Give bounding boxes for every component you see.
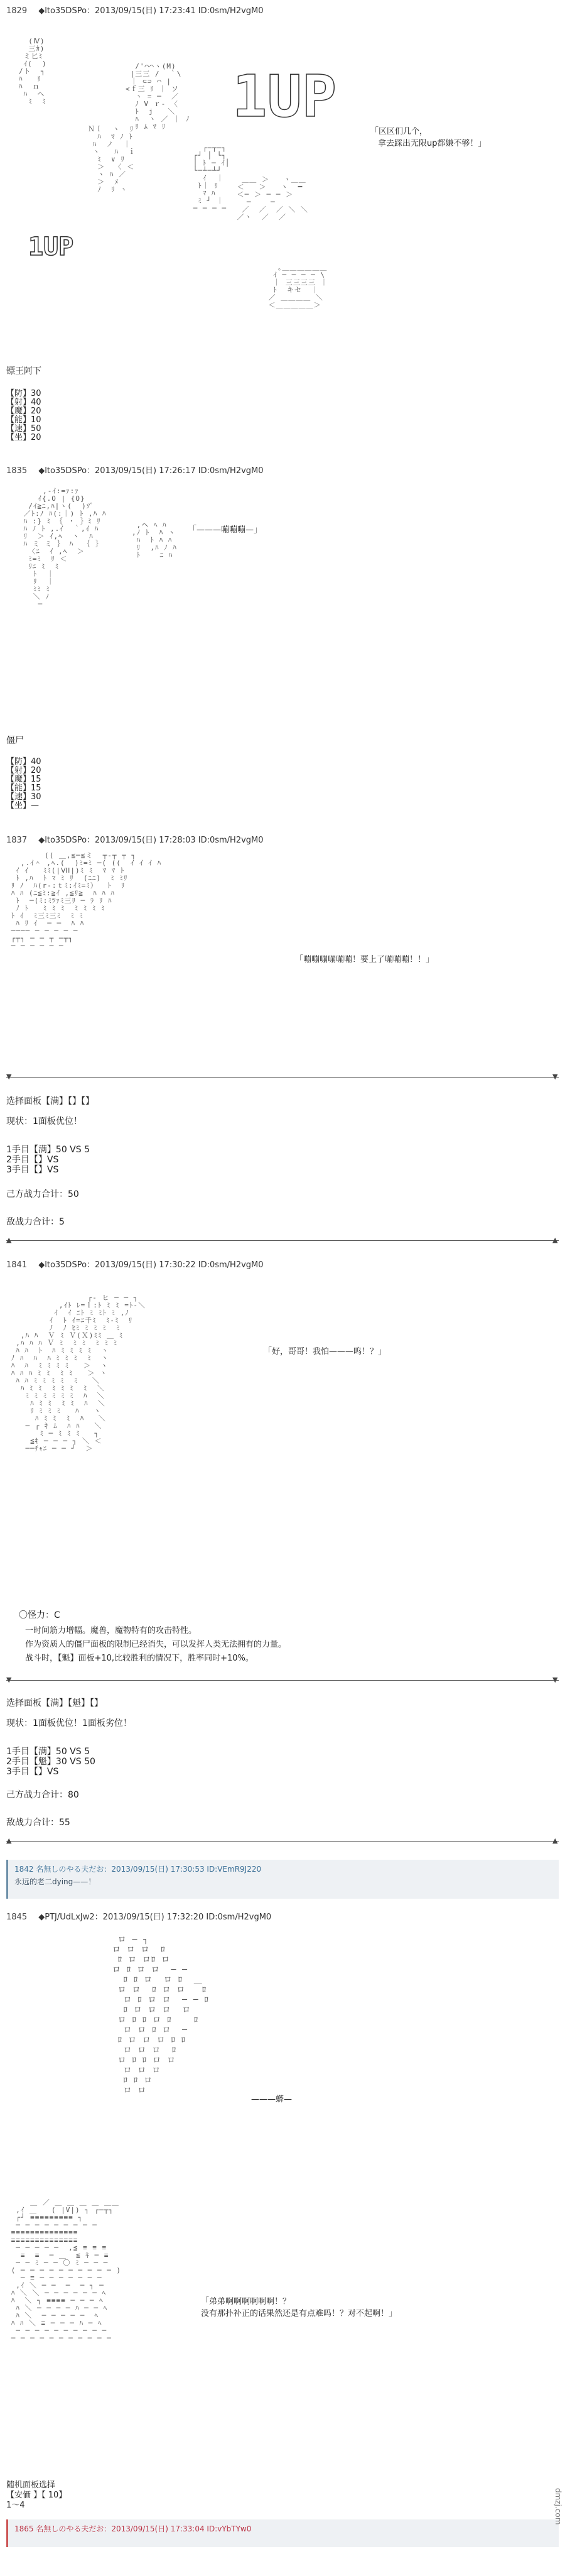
stat-row: 【坐】20 [6, 433, 41, 442]
aa-art: ＿＿ ＞ ヽ＿＿ ＜ ＞ ヽ ━ ＜─ ＞ ─ ─ ＞ ─ ─ ／ ／ ／ ＼ ＼ ／ヽ ／ ／ [237, 175, 308, 221]
speech-line: 没有那扑补正的话果然还是有点难吗！？对不起啊！」 [201, 2309, 397, 2318]
aa-art: (( ＿,≦─≦ミ ┬‐┬ ┬ ┐ ,.ｲ＾ ,ﾍ.( )ﾐ=ﾐ ─( (( ｲ ｲ ｲ ﾊ ｲ ｲ ﾐﾐ(|ⅥⅠ|)ﾐ ﾐ ﾏ ﾏ ﾄ ﾄ ,ﾊ ﾄ ﾏ ﾐ ﾘ (ﾆﾆ) ﾐ ﾐﾘ ﾘ ﾉ ﾊ(r-:ｔﾐ:ｲﾐ=ﾐ） ﾄ ﾘ ﾊ ﾊ (ﾆ≦ﾐ:≧ｲ ,≦ﾘ≧ ﾊ ﾊ ﾊ ﾄ ─(ﾐ:ﾐﾂｧﾐ三ﾘ ─ ﾗ ﾘ ﾊ ﾉ ﾄ ﾐ ﾐ ﾐ ﾐ ﾐ ﾐ ﾐ ﾄ ｲ ﾐ三ﾐ三ﾐ ﾐ ﾐ ﾊ ﾘ ｲ ─ ─ ﾊ ﾊ ──── ─ ─ ─ ─ ─ ┌┬┐ ─ ─ ┬ ─┬┐ ─ ─ ─ ─ ─ ─ [11, 851, 161, 950]
dice-range: 1～4 [6, 2501, 25, 2510]
triangle-up-icon: ▲ [6, 1836, 12, 1845]
aa-art: /'⌒⌒ヽ(M) |三三 / ｀\ ｜ ⊂⊃ ⌒ | <ｆ三 ﾘ ｜ ソ ヽ = ─ ／ ﾉ V ｒ- 〈 ﾄ j ＼ ﾊ ヽ ／ ｜ ﾉ ﾘ ﾑ ﾏ ﾘ [126, 62, 190, 131]
post-id: ◆lto35DSPo：2013/09/15(日) 17:28:03 ID:0sm/H2vgM0 [38, 836, 264, 845]
post-number: 1829 [6, 6, 28, 16]
post-header [6, 1258, 264, 1270]
aa-art: ｡＿＿＿＿＿＿ ｲ ─ ─ ─ ─ \ ｜ 三三三三 ｜ ﾄ キセ ｜ ／ ＿＿＿＿ ＼ ＜＿＿＿＿＿＞ [268, 263, 328, 309]
divider [6, 1240, 559, 1241]
1up-logo-small: 1UP [28, 232, 74, 261]
triangle-up-icon: ▲ [552, 1236, 558, 1244]
site-watermark: dmzj.com [554, 2488, 562, 2525]
post-number: 1845 [6, 1913, 28, 1922]
triangle-down-icon: ▼ [6, 1072, 12, 1081]
stat-row: 【速】30 [6, 792, 41, 802]
triangle-down-icon: ▼ [6, 1676, 12, 1684]
aa-art: ロ ─ ┐ ロ ロ ロ ﾛ ﾛ ロ ロﾛ ロ ロ ﾛ ロ ロ ─ ─ ﾛ ﾛ ロ ロ ﾛ ＿ ロ ロ ﾛ ロ ロ ﾛ ロ ﾛ ロ ロ ─ ─ ﾛ ﾛ ロ ロ ロ ロ ロ ﾛ ﾛ ロ ﾛ ﾛ ロ ロ ﾛ ロ ─ ﾛ ロ ロ ロ ﾛ ﾛ ロ ロ ロ ﾛ ロ ﾛ ﾛ ロ ロ ロ ロ ロ ﾛ ﾛ ロ ロ ロ [112, 1935, 209, 2095]
speech-bubble: 「———嘣嘣嘣—」 [188, 525, 262, 535]
stat-list [6, 390, 41, 442]
panel-row: 3手目【】VS [6, 1165, 59, 1175]
post-id: ◆lto35DSPo：2013/09/15(日) 17:23:41 ID:0sm/H2vgM0 [38, 6, 264, 16]
reply-comment [6, 1860, 559, 1899]
divider [6, 1841, 559, 1842]
stat-row: 【射】20 [6, 766, 41, 775]
stat-row: 【防】40 [6, 757, 41, 767]
enemy-power-total: 敌战力合计：5 [6, 1217, 65, 1227]
post-header [6, 833, 264, 845]
speech-bubble [370, 124, 487, 148]
triangle-up-icon: ▲ [6, 1236, 12, 1244]
enemy-power-total: 敌战力合计：55 [6, 1818, 70, 1828]
stat-row: 【射】40 [6, 398, 41, 407]
stat-row: 【魔】20 [6, 407, 41, 416]
speech-bubble [201, 2295, 397, 2318]
post-header [6, 1910, 271, 1922]
stat-row: 【坐】— [6, 801, 40, 810]
aa-art: ┌─┬─┐ ┌┘ │ └┐ │ ﾄ ─ ｲ│ └─┴─┴┘ ｲ ｜ ﾄ｜ ﾘ ﾏ ﾊ ﾐ ┘ ｜ ─ ─ ─ ─ [193, 144, 230, 212]
panel-row: 1手目【满】50 VS 5 [6, 1145, 90, 1155]
speech-bubble: ———蟒— [251, 2095, 293, 2104]
post-id: ◆lto35DSPo：2013/09/15(日) 17:30:22 ID:0sm/H2vgM0 [38, 1260, 264, 1270]
aa-art: (Ⅳ) 三ｶ) ミ匕ﾐ ｲ( ) /ト ┐ ﾊ ﾘ ﾊ ｎ ﾊ へ ﾐ ﾐ [19, 37, 47, 106]
divider [6, 1680, 559, 1681]
own-power-total: 己方战力合计：80 [6, 1790, 79, 1800]
triangle-down-icon: ▼ [552, 1072, 558, 1081]
panel-row: 2手目【魁】30 VS 50 [6, 1757, 95, 1767]
reply-header: 1842 名無しのやる夫だお：2013/09/15(日) 17:30:53 ID:VEmR9J220 [14, 1865, 262, 1874]
panel-row: 1手目【满】50 VS 5 [6, 1747, 90, 1757]
post-header [6, 464, 264, 476]
post-id: ◆PTJ/UdLxJw2：2013/09/15(日) 17:32:20 ID:0sm/H2vgM0 [38, 1913, 272, 1922]
stat-list [6, 758, 41, 810]
stat-row: 【能】10 [6, 415, 41, 425]
stat-row: 【防】30 [6, 389, 41, 398]
stat-row: 【速】50 [6, 424, 41, 434]
post-number: 1835 [6, 466, 28, 476]
character-name: 镖王阿下 [6, 366, 41, 376]
speech-line: 「区区们几个， [370, 127, 428, 136]
skill-desc: 战斗时，【魁】面板+10,比较胜利的情况下，胜率同时+10%。 [25, 1654, 254, 1663]
skill-desc: 一时间筋力增幅。魔兽，魔物特有的攻击特性。 [25, 1626, 197, 1635]
post-id: ◆lto35DSPo：2013/09/15(日) 17:26:17 ID:0sm/H2vgM0 [38, 466, 264, 476]
character-name: 僵尸 [6, 736, 24, 746]
reply-body: 永远的老二dying——！ [14, 1877, 96, 1886]
skill-name: 〇怪力：C [19, 1610, 60, 1620]
speech-bubble: 「好，哥哥！我怕———呜！？」 [264, 1347, 387, 1356]
triangle-down-icon: ▼ [552, 1676, 558, 1684]
triangle-up-icon: ▲ [552, 1836, 558, 1845]
panel-status: 现状：1面板优位！ [6, 1116, 82, 1127]
panel-rows [6, 1747, 95, 1777]
speech-bubble: 「嘣嘣嘣嘣嘣嘣！要上了嘣嘣嘣！！」 [295, 955, 434, 964]
post-number: 1837 [6, 836, 28, 845]
skill-desc: 作为资质人的僵尸面板的限制已经消失，可以发挥人类无法拥有的力量。 [25, 1640, 287, 1649]
aa-art: ＮＩ ヽ ﾘ ﾊ ﾏ ﾉ ﾄ ﾊ ノ ｜ ヽ ﾊ ｉ ﾐ ∨ ﾘ ＞ 〈 ＜ ヽ ﾊ ／ ＞ ﾒ ﾉ ﾘ ヽ [88, 125, 136, 194]
panel-title: 选择面板【满】【】【】 [6, 1096, 94, 1106]
1up-logo: 1UP [232, 63, 337, 130]
panel-status: 现状：1面板优位！1面板劣位！ [6, 1718, 132, 1728]
panel-row: 3手目【】VS [6, 1767, 59, 1777]
aa-art: ,-ｲ:=ｧ:ｧ ｲ{.O | {O} /ｲ≧ﾆ,ﾊ|ヽ( )ｿﾞ ／ﾄ:ﾉ ﾊ(:｜) ﾄ ,ﾊ ﾊ ﾊ :} ﾐ ｛ ・ ｝ﾐ ﾘ ﾊ ﾉ ﾄ ,.ｲ ｀,ｲ ﾊ ﾘ ＞ ｲ,ﾍ ヽ ﾊ ﾊ ミ ミ ｝ ﾊ ｛ ｝ 〈ﾆ ｲ ,ﾍ ＞ ﾐ=ﾐ ﾘ ＜ ﾘﾆ ﾐ ﾐ ﾄ ｜ ﾘ ｜ ﾐﾐ ﾐ ＼ ﾉ ─ [23, 487, 107, 608]
stat-row: 【魔】15 [6, 775, 41, 784]
panel-rows [6, 1145, 90, 1175]
reply-header: 1865 名無しのやる夫だお：2013/09/15(日) 17:33:04 ID:vYbTYw0 [14, 2524, 252, 2533]
panel-row: 2手目【】VS [6, 1155, 59, 1165]
dice-title: 随机面板选择 [6, 2480, 56, 2490]
reply-comment [6, 2519, 559, 2547]
stat-row: 【能】15 [6, 783, 41, 793]
aa-art: ┌‐ ヒ ─ ─ ┐ ,ｲﾄ ﾚ=ｌ:ﾄ ﾐ ﾐ =ﾄ‐＼ ｲ ｲ ﾆﾄ ﾐ ﾐﾄ ﾐ ,ﾉ ｲ ﾄ ｲ=ﾆ千ﾐ ﾐ‐ﾐ ﾘ ﾉ ﾉ ﾋﾐ ﾐ ﾐ ﾐ ﾐ ,ﾊ ﾊ Ｖ ﾐ Ｖ(Ｘ)ﾐﾐ ＿ ﾐ ,ﾊ ﾊ ﾊ Ｖ ﾐ ﾐ ﾐ ﾐ ﾐ ﾐ ﾊ ﾊ ﾄ ﾊ ﾐ ﾐ ﾐ ﾐ ヽ ﾉ ﾊ ﾊ ﾊ ﾐ ﾐ ﾐ ﾐ ヽ ﾊ ﾊ ﾐ ﾐ ﾐ ﾐ ＞ ヽ ﾊ ﾊ ﾊ ﾐ ﾐ ﾐ ﾐ ＞ ヽ ﾊ ﾊ ﾐ ﾐ ﾐ ﾐ ﾐ ＼ ﾊ ﾐ ﾐ ﾐ ﾐ ﾐ ﾐ ＼ ﾐ ﾐ ﾐ ﾐ ﾐ ﾐ ﾊ ＼ ﾊ ﾐ ﾐ ﾐ ﾐ ﾊ ＼ ﾘ ﾐ ﾐ ﾐ ﾊ ヽ ﾊ ﾐ ﾐ ﾐ ﾊ ＼ ─ ┌ ｷ ﾑ ﾊ ﾊ ＼ ﾐ ─ ﾐ ﾐ ﾐ ┐ ≦ｷ ─ ─ ─ ┐ ＼ ＜ ──ﾁｬﾆ ─ ─ ┘ ＞ [11, 1294, 146, 1453]
aa-art: ,ヘ ﾍ ﾊ ,ﾉ ﾄ ﾊ ヽ ﾊ ﾄ ﾊ ﾊ ﾘ ,ﾊ ﾉ ﾊ ﾄ ﾆ ﾊ [132, 521, 177, 559]
speech-line: 拿去踩出无限up都嫌不够！」 [378, 139, 487, 148]
post-number: 1841 [6, 1260, 28, 1270]
panel-title: 选择面板【满】【魁】【】 [6, 1698, 103, 1708]
own-power-total: 己方战力合计：50 [6, 1189, 79, 1199]
aa-art: ＿ ／ ＿ ＿ ＿ ＿ ＿＿ ,ｲ ＿ ( |V|) ┐ ┌─┬┐ ┌┘ ≡≡≡≡≡≡≡≡≡ ┐ ─ ─ ─ ─ ─ ─ ─ ─ ─ ≡≡≡≡≡≡≡≡≡≡≡≡≡≡ ≡≡≡≡≡≡≡≡≡≡≡≡≡≡ ─ ─ ─ ─ ─ ,≦ ≡ ≡ ≡ ≡ ≡ ─ ＿ ≦ ｷ ─ ≡ ─ ─ ﾐ ─ ─ 〇 ﾐ ─ ─ ─ ( ─ ─ ─ ─ ─ ─ ─ ─ ─ ─ ) ─ ≡ ─ ─ ─ ─ ─ ─ ─ ,ｲ ＼ ─ ─ ─ ─ ┐ ─ ﾊ ＼ ＼ ─ ─ ─ ─ ─ ─ ﾍ ﾊ ＼ ┐ ≡≡≡≡ ─ ─ ─ ﾍ ﾊ ＼ ─ ─ ─ ─ ﾊ ─ ─ ﾍ ﾊ ＼ ─ ─ ─ ─ ─ ﾍ ﾊ ﾊ ＼ ≡ ─ ─ ─ ﾊ ─ ﾍ ─ ─ ─ ─ ─ ─ ─ ─ ─ ─ ─ ─ ─ ─ ─ ─ ─ ─ ─ ─ ─ [11, 2198, 121, 2342]
dice-result: 【安価 】【 10】 [6, 2491, 67, 2500]
divider [6, 1077, 559, 1078]
speech-line: 「弟弟啊啊啊啊啊啊！？ [201, 2297, 291, 2306]
post-header [6, 4, 264, 16]
